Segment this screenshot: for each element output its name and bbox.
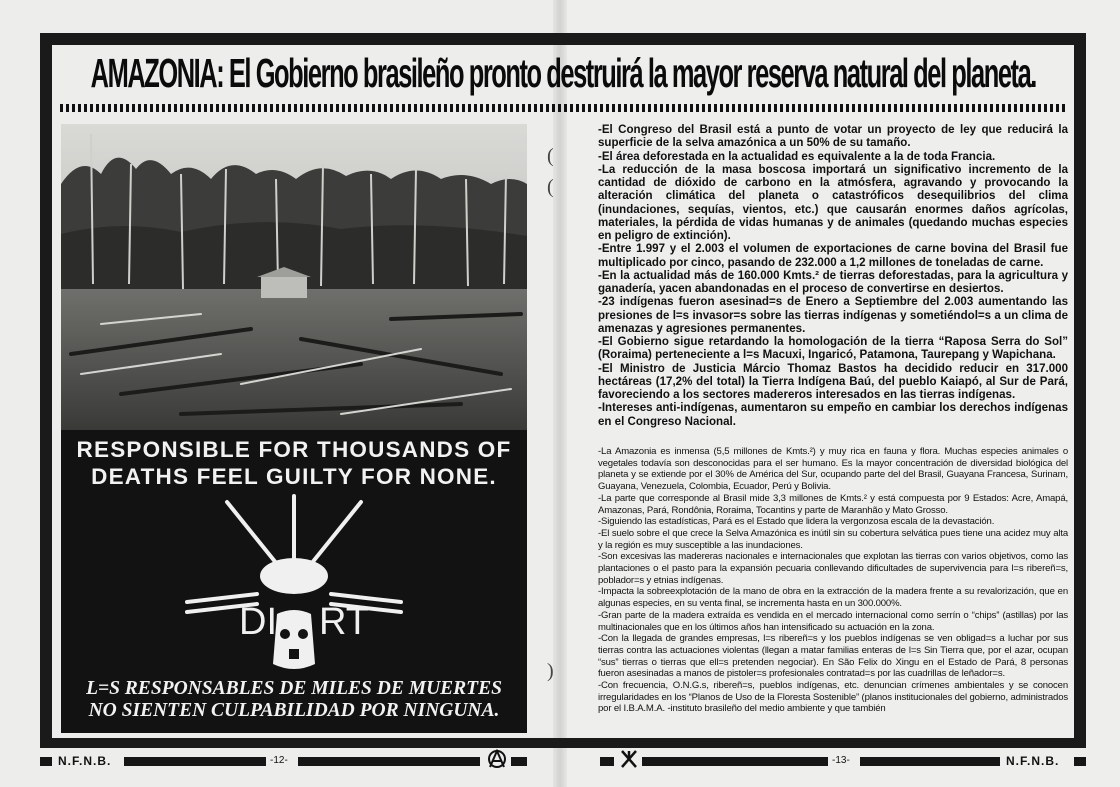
poster-english-text xyxy=(61,436,527,490)
detail-paragraph: -Con la llegada de grandes empresas, l=s ribereñ=s y los pueblos indígenas se ven obligad=s a luchar por sus tierras contra las actuaciones violentas (llegan a matar familias enteras de l=s Sin Tierra que, por el azar, ocupan “sus” tierras o tierras que ell=s pretenden negociar). En São Felix do Xingu en el Estado de Pará, 8 personas fueron asesinadas a manos de pistoler=s profesionales contratad=s por las cuadrillas de leñador=s. xyxy=(598,633,1068,680)
footer-page-right: -13- xyxy=(832,755,850,766)
footer-bar-right-b xyxy=(860,757,1000,766)
bold-paragraph: -Intereses anti-indígenas, aumentaron su empeño en cambiar los derechos indígenas en el Congreso Nacional. xyxy=(598,402,1068,428)
bold-paragraph: -El Gobierno sigue retardando la homologación de la tierra “Raposa Serra do Sol” (Roraima) perteneciente a l=s Macuxi, Ingaricó, Patamona, Taurepang y Wapichana. xyxy=(598,336,1068,362)
poster-english-line-1: RESPONSIBLE FOR THOUSANDS OF xyxy=(76,437,512,462)
headline-rule xyxy=(60,104,1066,112)
bold-paragraph: -La reducción de la masa boscosa importará un significativo incremento de la cantidad de dióxido de carbono en la atmósfera, agravando y provocando la alteración climática del planeta o catastróficos desequilibrios del clima (inundaciones, sequías, vientos, etc.) que causarán enormes daños agrícolas, materiales, la pérdida de vidas humanas y de animales (quedando muchas especies en peligro de extinción). xyxy=(598,163,1068,242)
logo-text-left: DI xyxy=(239,601,277,643)
poster-spanish-line-1: L=S RESPONSABLES DE MILES DE MUERTES xyxy=(86,678,502,699)
footer-bar-right-start xyxy=(600,757,614,766)
frame-right xyxy=(1074,33,1086,748)
deforestation-photo xyxy=(61,124,527,430)
footer-bar-left-b xyxy=(298,757,480,766)
bold-paragraph: -23 indígenas fueron asesinad=s de Enero a Septiembre del 2.003 aumentando las presiones de l=s invasor=s sobre las tierras indígenas y sometiéndol=s a un clima de amenazas y agresiones permanentes. xyxy=(598,296,1068,335)
detail-paragraph: -La Amazonia es inmensa (5,5 millones de Kmts.²) y muy rica en fauna y flora. Muchas especies animales o vegetales todavía son desconocidas para el ser humano. Es la mayor concentración de diversidad biológica del planeta y se extiende por el 30% de América del Sur, ocupando parte del del Brasil, Guayana Francesa, Surinam, Guayana, Venezuela, Colombia, Ecuador, Perú y Bolivia. xyxy=(598,446,1068,493)
staple-mark-top-2: ( xyxy=(547,176,554,198)
detail-paragraph: -El suelo sobre el que crece la Selva Amazónica es inútil sin su cobertura selvática pues tiene una acidez muy alta y la región es muy susceptible a las inundaciones. xyxy=(598,527,1068,551)
bold-paragraph: -En la actualidad más de 160.000 Kmts.² de tierras deforestadas, para la agricultura y ganadería, yacen abandonadas en el proceso de convertirse en desiertos. xyxy=(598,269,1068,295)
detail-paragraph: -Impacta la sobreexplotación de la mano de obra en la extracción de la madera frente a su revalorización, que en algunas especies, en su venta final, se incrementa hasta en un 300.000%. xyxy=(598,586,1068,610)
bold-paragraph: -El área deforestada en la actualidad es equivalente a la de toda Francia. xyxy=(598,150,996,163)
logo-text-right: RT xyxy=(319,601,369,643)
headline xyxy=(52,47,1074,99)
frame-left xyxy=(40,33,52,748)
detail-paragraph: -La parte que corresponde al Brasil mide 3,3 millones de Kmts.² y está compuesta por 9 Estados: Acre, Amapá, Amazonas, Pará, Rondônia, Roraima, Tocantins y parte de Maranhão y Mato Grosso. xyxy=(598,492,1068,516)
detail-paragraph: -Son excesivas las madereras nacionales e internacionales que explotan las tierras con varios objetivos, como las plantaciones o el pasto para la expansión pecuaria conllevando dificultades de supervivencia para l=s ribereñ=s, poblador=s y etnias indígenas. xyxy=(598,551,1068,586)
bold-paragraph: -El Congreso del Brasil está a punto de votar un proyecto de ley que reducirá la superficie de la selva amazónica a un 50% de su tamaño. xyxy=(598,124,1068,150)
bold-paragraph: -Entre 1.997 y el 2.003 el volumen de exportaciones de carne bovina del Brasil fue multiplicado por cinco, pasando de 232.000 a 1,2 millones de toneladas de carne. xyxy=(598,243,1068,269)
footer-page-left: -12- xyxy=(270,755,288,766)
skull-logo-icon xyxy=(177,494,411,674)
frame-bottom xyxy=(40,738,1086,748)
footer-brand-right: N.F.N.B. xyxy=(1006,754,1060,768)
deforestation-photo-graphic xyxy=(61,124,527,430)
footer-brand-left: N.F.N.B. xyxy=(58,754,112,768)
footer-bar-left-start xyxy=(40,757,52,766)
detail-paragraph: -Con frecuencia, O.N.G.s, ribereñ=s, pueblos indígenas, etc. denuncian crímenes ambientales y se conocen irregularidades en los “Planos de Uso de la Floresta Sostenible” (planos institucionales del gobierno, administrados por el I.B.A.M.A. -instituto brasileño del medio ambiente y que también xyxy=(598,680,1068,715)
broken-symbol-icon xyxy=(618,749,640,769)
poster-spanish-text xyxy=(61,678,527,722)
bold-paragraph: -El Ministro de Justicia Márcio Thomaz Bastos ha decidido reducir en 317.000 hectáreas (17,2% del total) la Tierra Indígena Baú, del pueblo Kaiapó, al Sur de Pará, favoreciendo a los sectores madereros interesados en las tierras indígenas. xyxy=(598,362,1068,401)
detail-paragraph: -Siguiendo las estadísticas, Pará es el Estado que lidera la vergonzosa escala de la devastación. xyxy=(598,516,995,528)
details-column xyxy=(598,446,1068,715)
staple-mark-bottom: ) xyxy=(547,660,554,682)
footer-bar-right-end xyxy=(1074,757,1086,766)
poster-english-line-2: DEATHS FEEL GUILTY FOR NONE. xyxy=(91,464,497,489)
footer-bar-left-a xyxy=(124,757,266,766)
bold-facts-column xyxy=(598,124,1068,429)
headline-text: AMAZONIA: El Gobierno brasileño pronto destruirá la mayor reserva natural del planeta. xyxy=(90,49,1036,96)
staple-mark-top: ( xyxy=(547,145,554,167)
poster xyxy=(61,430,527,733)
footer-bar-left-end xyxy=(511,757,527,766)
anarchy-symbol-icon xyxy=(486,749,508,769)
poster-spanish-line-2: NO SIENTEN CULPABILIDAD POR NINGUNA. xyxy=(88,700,500,721)
footer-bar-right-a xyxy=(642,757,828,766)
detail-paragraph: -Gran parte de la madera extraída es vendida en el mercado internacional como serrín o “chips” (astillas) por las multinacionales que en los últimos años han intensificado su actuación en la zona. xyxy=(598,609,1068,633)
frame-top xyxy=(40,33,1086,45)
spine-gutter xyxy=(553,0,567,787)
